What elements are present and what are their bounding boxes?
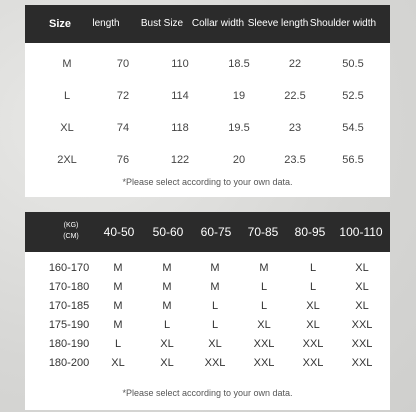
table-cell: XL <box>160 338 174 350</box>
size-chart-header <box>25 5 390 43</box>
unit-label <box>63 220 79 242</box>
table-cell: 20 <box>232 154 246 166</box>
table-row <box>25 354 390 372</box>
table-cell: L <box>163 319 171 331</box>
height-range: 180-190 <box>48 338 90 350</box>
table-cell: XXL <box>204 357 226 369</box>
size-chart-note: *Please select according to your own data. <box>122 177 293 187</box>
fit-chart-header <box>25 212 390 252</box>
header-length: length <box>92 18 120 29</box>
table-row <box>25 278 390 296</box>
header-weight-range: 40-50 <box>103 225 135 239</box>
table-cell: L <box>260 300 268 312</box>
table-cell: L <box>211 300 219 312</box>
table-cell: XXL <box>253 338 275 350</box>
table-cell: 74 <box>116 122 130 134</box>
table-cell: XL <box>306 319 320 331</box>
table-cell: XL <box>208 338 222 350</box>
size-chart-panel <box>25 5 390 197</box>
table-cell: 18.5 <box>228 58 250 70</box>
unit-height: (CM) <box>63 233 79 240</box>
table-cell: M <box>210 262 220 274</box>
header-weight-range: 60-75 <box>200 225 232 239</box>
table-row <box>25 119 390 137</box>
table-cell: 22 <box>288 58 302 70</box>
table-cell: XXL <box>351 319 373 331</box>
header-sleeve-length: Sleeve length <box>247 18 309 29</box>
table-row <box>25 297 390 315</box>
table-cell: XXL <box>302 338 324 350</box>
height-range: 180-200 <box>48 357 90 369</box>
table-cell: XL <box>60 122 74 134</box>
table-cell: L <box>309 281 317 293</box>
fit-chart-panel <box>25 212 390 410</box>
header-collar-width: Collar width <box>191 18 245 29</box>
table-cell: XL <box>306 300 320 312</box>
table-cell: M <box>113 300 123 312</box>
table-cell: M <box>113 281 123 293</box>
fit-chart-note: *Please select according to your own data. <box>122 388 293 398</box>
table-cell: M <box>162 281 172 293</box>
table-row <box>25 151 390 169</box>
table-cell: 54.5 <box>342 122 364 134</box>
unit-weight: (KG) <box>63 222 79 229</box>
table-cell: 72 <box>116 90 130 102</box>
table-cell: 23.5 <box>284 154 306 166</box>
table-cell: XXL <box>302 357 324 369</box>
header-size: Size <box>48 18 72 30</box>
table-cell: M <box>113 319 123 331</box>
header-weight-range: 70-85 <box>247 225 279 239</box>
table-cell: L <box>309 262 317 274</box>
table-cell: M <box>113 262 123 274</box>
height-range: 160-170 <box>48 262 90 274</box>
table-row <box>25 335 390 353</box>
table-row <box>25 55 390 73</box>
table-cell: M <box>62 58 72 70</box>
table-cell: XL <box>111 357 125 369</box>
header-weight-range: 50-60 <box>152 225 184 239</box>
header-weight-range: 80-95 <box>294 225 326 239</box>
table-cell: 22.5 <box>284 90 306 102</box>
table-cell: 19.5 <box>228 122 250 134</box>
table-cell: L <box>260 281 268 293</box>
table-cell: M <box>162 262 172 274</box>
table-cell: 2XL <box>57 154 77 166</box>
table-cell: 118 <box>171 122 189 134</box>
table-cell: M <box>162 300 172 312</box>
table-cell: L <box>211 319 219 331</box>
table-cell: XL <box>355 281 369 293</box>
table-cell: 76 <box>116 154 130 166</box>
table-cell: 110 <box>171 58 189 70</box>
height-range: 170-180 <box>48 281 90 293</box>
height-range: 175-190 <box>48 319 90 331</box>
table-cell: 52.5 <box>342 90 364 102</box>
table-row <box>25 259 390 277</box>
table-cell: XL <box>257 319 271 331</box>
table-row <box>25 87 390 105</box>
table-cell: XXL <box>351 357 373 369</box>
table-cell: 122 <box>170 154 190 166</box>
table-cell: L <box>63 90 71 102</box>
table-cell: 19 <box>232 90 246 102</box>
table-cell: XL <box>355 300 369 312</box>
table-cell: XXL <box>253 357 275 369</box>
table-cell: L <box>114 338 122 350</box>
header-weight-range: 100-110 <box>339 225 383 239</box>
table-cell: 114 <box>171 90 189 102</box>
table-row <box>25 316 390 334</box>
height-range: 170-185 <box>48 300 90 312</box>
table-cell: XL <box>160 357 174 369</box>
table-cell: XXL <box>351 338 373 350</box>
table-cell: 50.5 <box>342 58 364 70</box>
table-cell: 23 <box>288 122 302 134</box>
table-cell: 70 <box>116 58 130 70</box>
header-bust-size: Bust Size <box>140 18 184 29</box>
table-cell: M <box>210 281 220 293</box>
table-cell: 56.5 <box>342 154 364 166</box>
table-cell: XL <box>355 262 369 274</box>
header-shoulder-width: Shoulder width <box>309 18 377 29</box>
table-cell: M <box>259 262 269 274</box>
